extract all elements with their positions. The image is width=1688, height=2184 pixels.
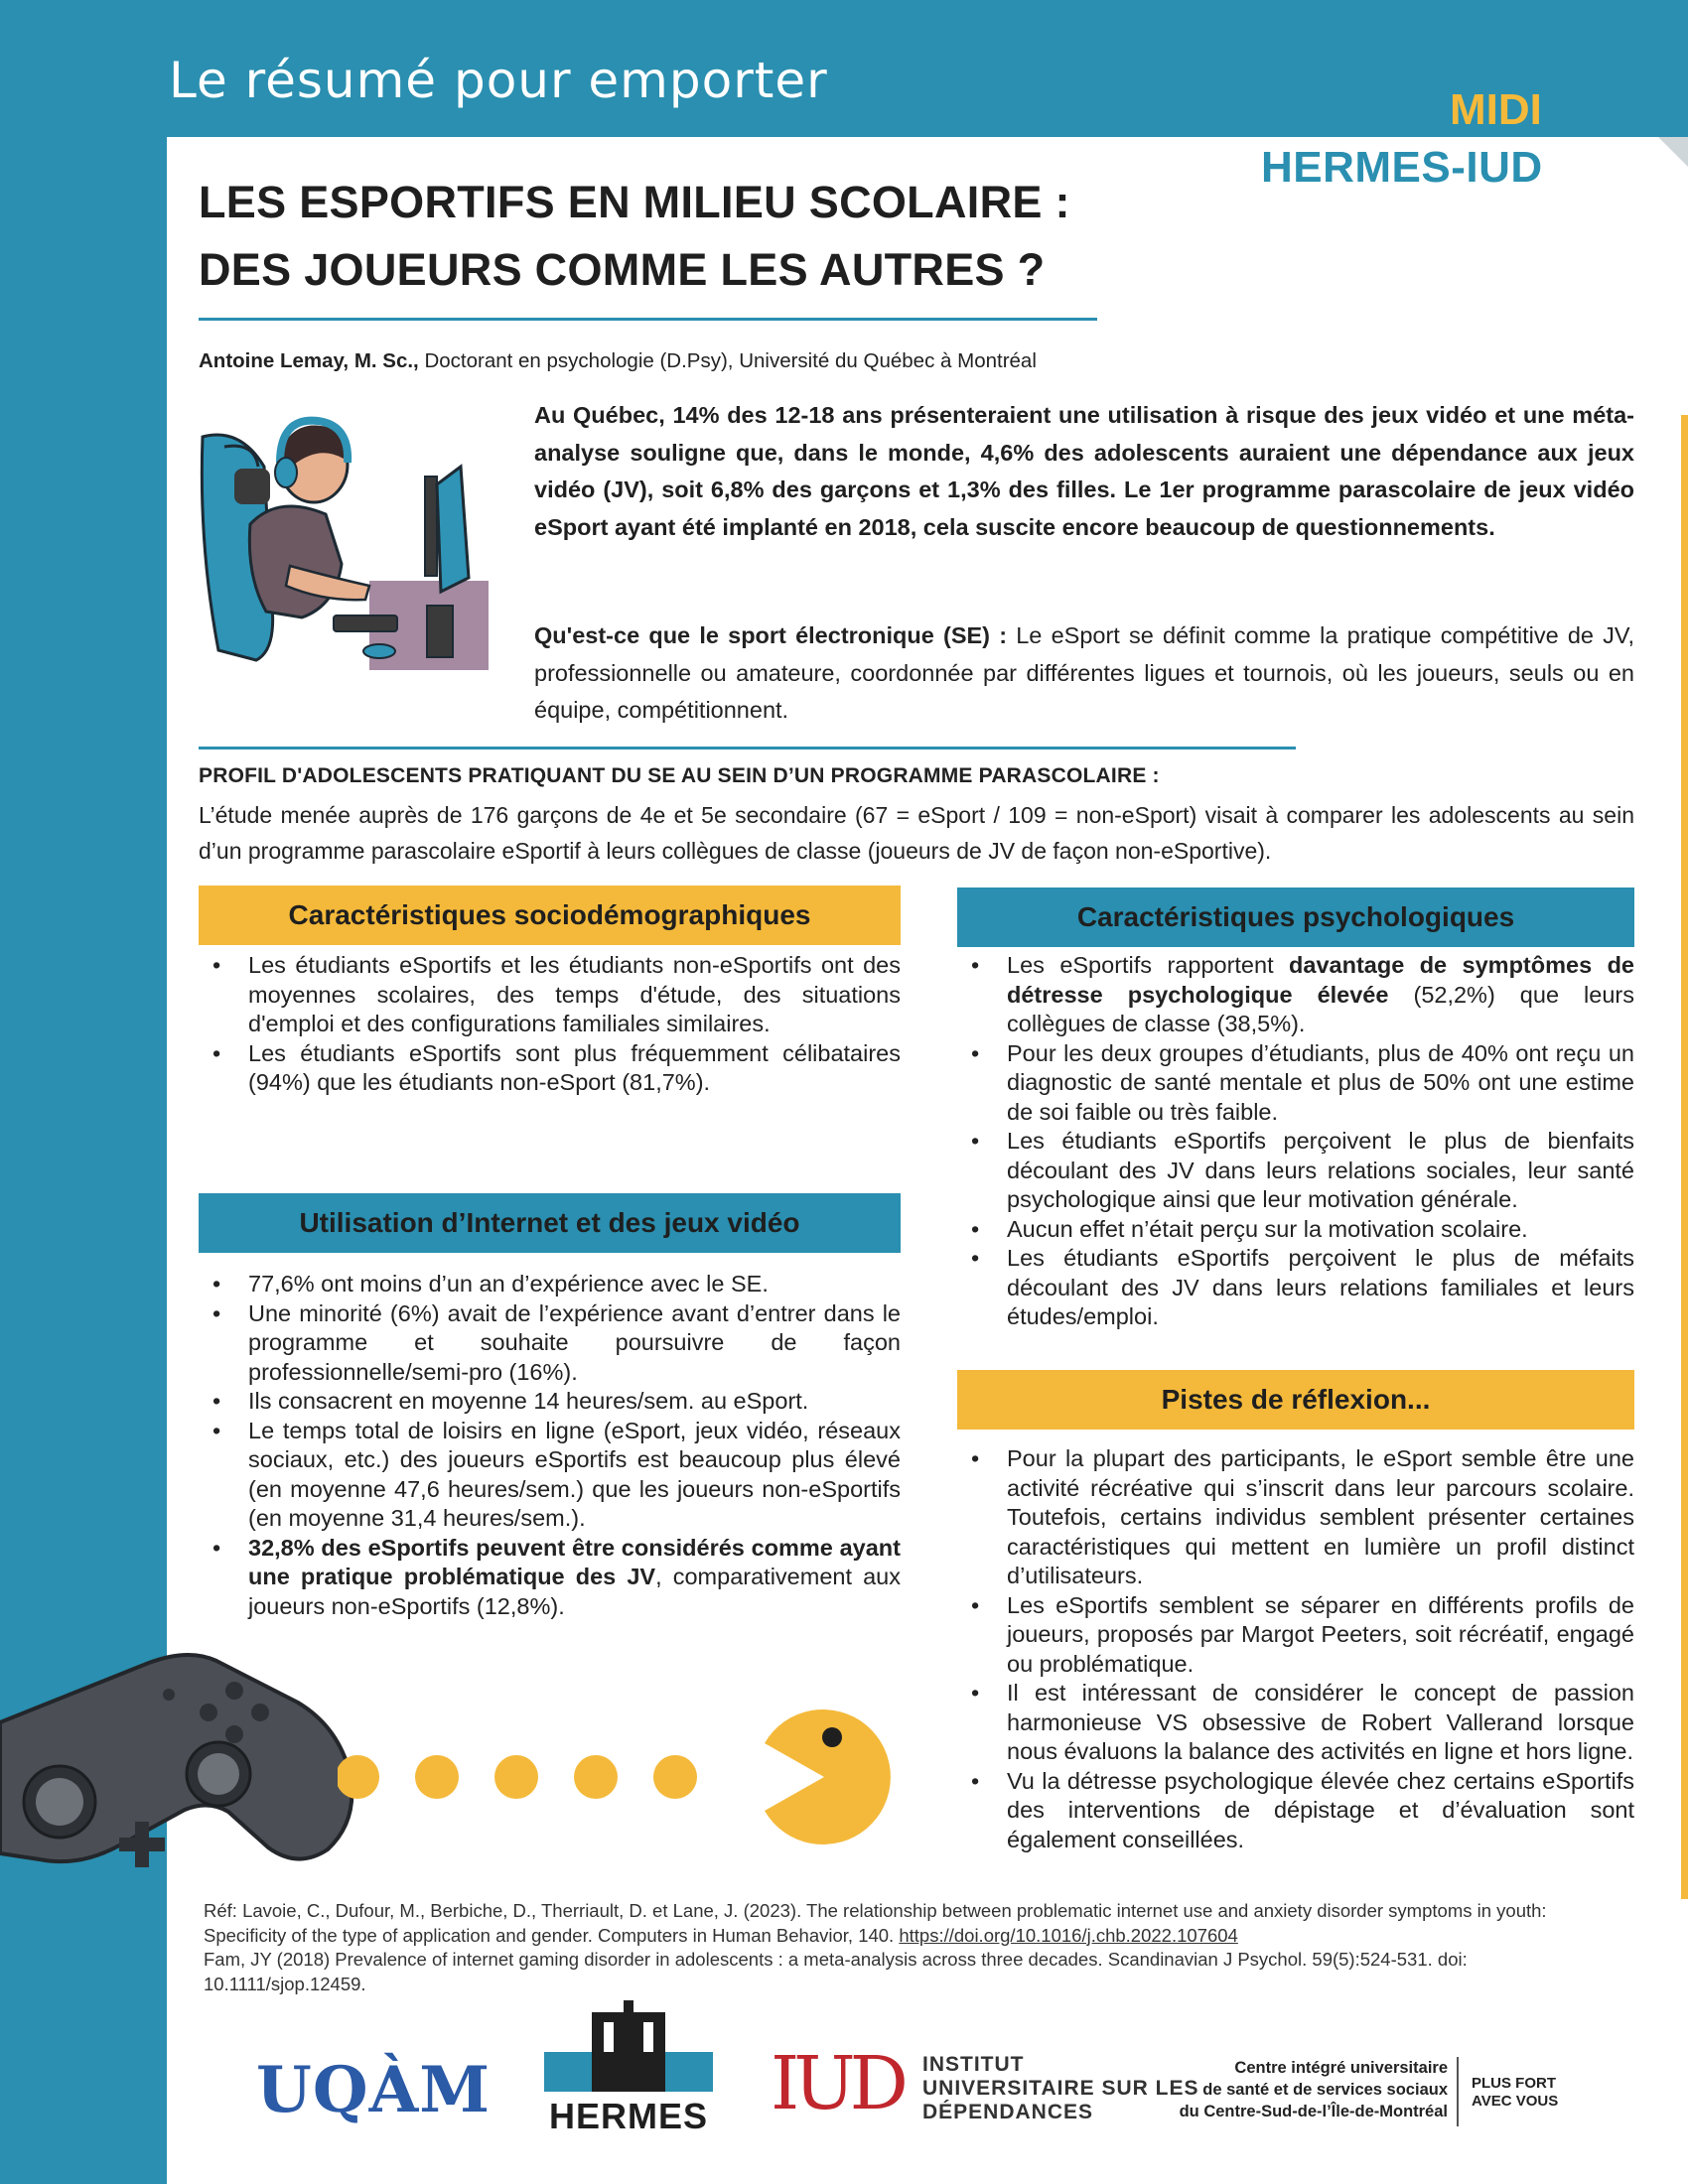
pellet bbox=[415, 1755, 459, 1799]
uqam-logo: UQÀM bbox=[256, 2053, 492, 2127]
plus-fort-avec-vous-logo: PLUS FORT AVEC VOUS bbox=[1472, 2075, 1559, 2110]
psych-highlight: davantage de symptômes de détresse psychologique élevée bbox=[1007, 952, 1634, 1008]
list-item: • Les étudiants eSportifs perçoivent le plus de méfaits découlant des JV dans leurs relations familiales et leurs études/emploi. bbox=[957, 1244, 1634, 1332]
chair-cushion bbox=[234, 469, 270, 504]
right-accent-bar bbox=[1681, 415, 1688, 1899]
intro-divider bbox=[199, 747, 1296, 750]
pistes-list bbox=[957, 1444, 1634, 1854]
list-item: • Les eSportifs rapportent davantage de symptômes de détresse psychologique élevée (52,2%) que leurs collègues de classe (38,5%). bbox=[957, 951, 1634, 1039]
reference-1: Réf: Lavoie, C., Dufour, M., Berbiche, D., Therriault, D. et Lane, J. (2023). The relationship between problematic internet use and anxiety disorder symptoms in youth: Specificity of the type of application and gender. Computers in Human Behavior, 140. https://doi.org/10.1016/j.chb.2022.107604 bbox=[204, 1900, 1547, 1946]
list-item: • Les étudiants eSportifs perçoivent le plus de bienfaits découlant des JV dans leurs relations sociales, leur santé psychologique ainsi que leur motivation générale. bbox=[957, 1127, 1634, 1215]
hermes-logo bbox=[544, 2000, 713, 2139]
list-item: • Aucun effet n’était perçu sur la motivation scolaire. bbox=[957, 1215, 1634, 1245]
header-title: Le résumé pour emporter bbox=[169, 52, 828, 109]
title-line-2: DES JOUEURS COMME LES AUTRES ? bbox=[199, 244, 1046, 295]
brand-midi: MIDI bbox=[1450, 85, 1542, 134]
pacman-illustration bbox=[338, 1707, 933, 1846]
list-item: • Les étudiants eSportifs sont plus fréquemment célibataires (94%) que les étudiants non-eSport (81,7%). bbox=[199, 1039, 901, 1098]
face-button bbox=[225, 1682, 243, 1700]
list-item: • Il est intéressant de considérer le concept de passion harmonieuse VS obsessive de Robert Vallerand lorsque nous évaluons la balance des activités en ligne et hors ligne. bbox=[957, 1679, 1634, 1767]
pellet bbox=[653, 1755, 697, 1799]
list-item: • Vu la détresse psychologique élevée chez certains eSportifs des interventions de dépistage et d’évaluation sont également conseillées. bbox=[957, 1767, 1634, 1855]
psych-section-title: Caractéristiques psychologiques bbox=[957, 887, 1634, 947]
author-name: Antoine Lemay, M. Sc., bbox=[199, 349, 419, 372]
usage-highlight: 32,8% des eSportifs peuvent être considérés comme ayant une pratique problématique des JV bbox=[248, 1534, 901, 1589]
intro-paragraph: Au Québec, 14% des 12-18 ans présenteraient une utilisation à risque des jeux vidéo et une méta-analyse souligne que, dans le monde, 4,6% des adolescents auraient une dépendance aux jeux vidéo (JV), soit 6,8% des garçons et 1,3% des filles. Le 1er programme parascolaire de jeux vidéo eSport ayant été implanté en 2018, cela suscite encore beaucoup de questionnements. bbox=[534, 402, 1634, 540]
references bbox=[204, 1899, 1633, 1996]
socio-list bbox=[199, 951, 901, 1098]
hermes-logo-mark bbox=[544, 2000, 713, 2100]
list-item: • Ils consacrent en moyenne 14 heures/sem. au eSport. bbox=[199, 1387, 901, 1417]
iud-logo: IUD bbox=[771, 2041, 903, 2126]
pistes-section-title: Pistes de réflexion... bbox=[957, 1370, 1634, 1430]
list-item: • Une minorité (6%) avait de l’expérience avant d’entrer dans le programme et souhaite poursuivre de façon professionnelle/semi-pro (16%). bbox=[199, 1299, 901, 1388]
pellet bbox=[338, 1755, 379, 1799]
list-item: • Le temps total de loisirs en ligne (eSport, jeux vidéo, réseaux sociaux, etc.) des joueurs eSportifs est beaucoup plus élevé (en moyenne 47,6 heures/sem.) que les joueurs non-eSportifs (en moyenne 31,4 heures/sem.). bbox=[199, 1417, 901, 1534]
mouse bbox=[363, 644, 395, 658]
profile-text: L’étude menée auprès de 176 garçons de 4e et 5e secondaire (67 = eSport / 109 = non-eSport) visait à comparer les adolescents au sein d’un programme parascolaire eSportif à leurs collègues de classe (joueurs de JV de façon non-eSportive). bbox=[199, 802, 1634, 864]
title-line-1: LES ESPORTIFS EN MILIEU SCOLAIRE : bbox=[199, 177, 1070, 227]
pellet bbox=[574, 1755, 618, 1799]
logo-divider bbox=[1457, 2057, 1459, 2126]
corner-fold bbox=[1658, 137, 1688, 167]
title-divider bbox=[199, 318, 1097, 321]
monitor bbox=[425, 477, 437, 576]
brand-hermes-iud: HERMES-IUD bbox=[1261, 143, 1543, 192]
gamer-shirt bbox=[249, 506, 342, 617]
hermes-logo-text: HERMES bbox=[548, 2096, 709, 2136]
usage-list bbox=[199, 1270, 901, 1621]
definition-label: Qu'est-ce que le sport électronique (SE) : bbox=[534, 622, 1008, 648]
reference-link[interactable]: https://doi.org/10.1016/j.chb.2022.107604 bbox=[899, 1924, 1238, 1946]
list-item: • 77,6% ont moins d’un an d’expérience avec le SE. bbox=[199, 1270, 901, 1299]
usage-section-title: Utilisation d’Internet et des jeux vidéo bbox=[199, 1193, 901, 1253]
list-item: • Pour les deux groupes d’étudiants, plus de 40% ont reçu un diagnostic de santé mentale et plus de 50% ont une estime de soi faible ou très faible. bbox=[957, 1039, 1634, 1128]
list-item: • Pour la plupart des participants, le eSport semble être une activité récréative qui s’inscrit dans leur parcours scolaire. Toutefois, certains individus semblent présenter certaines caractéristiques qui mettent en lumière un profil distinct d’utilisateurs. bbox=[957, 1444, 1634, 1591]
socio-section-title: Caractéristiques sociodémographiques bbox=[199, 886, 901, 945]
reference-2: Fam, JY (2018) Prevalence of internet gaming disorder in adolescents : a meta-analysis across three decades. Scandinavian J Psychol. 59(5):524-531. doi: 10.1111/sjop.12459. bbox=[204, 1949, 1468, 1994]
ciusss-logo: Centre intégré universitaire de santé et de services sociaux du Centre-Sud-de-l’Île-de-Montréal bbox=[1179, 2059, 1448, 2120]
gamer-illustration bbox=[195, 407, 492, 670]
list-item: • Les eSportifs semblent se séparer en différents profils de joueurs, proposés par Margot Peeters, soit récréatif, engagé ou problématique. bbox=[957, 1591, 1634, 1680]
definition-paragraph bbox=[534, 617, 1634, 730]
list-item: • 32,8% des eSportifs peuvent être considérés comme ayant une pratique problématique des JV, comparativement aux joueurs non-eSportifs (12,8%). bbox=[199, 1534, 901, 1622]
profile-heading: PROFIL D'ADOLESCENTS PRATIQUANT DU SE AU SEIN D’UN PROGRAMME PARASCOLAIRE : bbox=[199, 764, 1160, 787]
pellet bbox=[494, 1755, 538, 1799]
keyboard bbox=[334, 615, 397, 631]
page-title bbox=[199, 169, 1112, 304]
psych-list bbox=[957, 951, 1634, 1332]
author-line bbox=[199, 349, 1037, 373]
iud-logo-text: INSTITUT UNIVERSITAIRE SUR LES DÉPENDANCES bbox=[922, 2053, 1199, 2123]
pacman-eye bbox=[822, 1727, 842, 1747]
definition-text: Le eSport se définit comme la pratique compétitive de JV, professionnelle ou amateure, coordonnée par différentes ligues et tournois, où les joueurs, seuls ou en équipe, compétitionnent. bbox=[534, 622, 1634, 723]
list-item: • Les étudiants eSportifs et les étudiants non-eSportifs ont des moyennes scolaires, des temps d'étude, des situations d'emploi et des configurations familiales similaires. bbox=[199, 951, 901, 1039]
author-affiliation: Doctorant en psychologie (D.Psy), Université du Québec à Montréal bbox=[418, 349, 1037, 372]
